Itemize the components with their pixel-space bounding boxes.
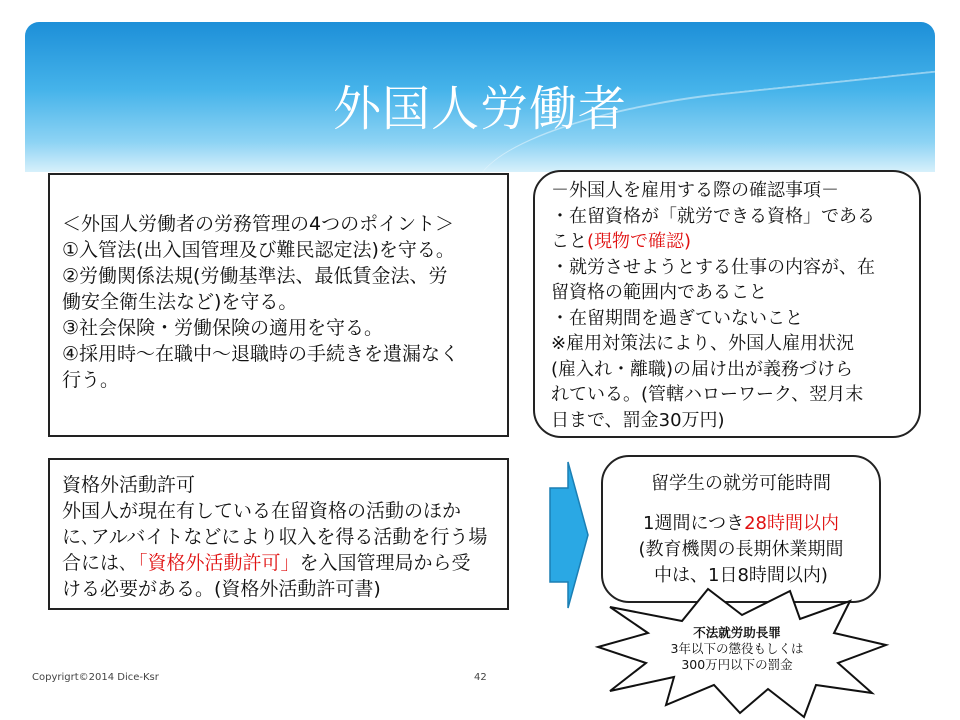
- student-work-hours-box: [601, 455, 881, 603]
- permit-text-line: に､アルバイトなどにより収入を得る活動を行う場: [62, 526, 488, 548]
- checklist-line: ・就労させようとする仕事の内容が、在: [551, 256, 875, 278]
- checklist-line: ※雇用対策法により、外国人雇用状況: [551, 333, 855, 354]
- checklist-line: ・在留期間を過ぎていないこと: [551, 307, 803, 329]
- point-line: 働安全衛生法など)を守る。: [62, 291, 298, 313]
- permit-text-post: を入国管理局から受: [299, 552, 471, 574]
- work-hours-heading: 留学生の就労可能時間: [651, 473, 831, 494]
- work-hours-line: 中は、1日8時間以内): [654, 565, 828, 586]
- checklist-line: [551, 229, 907, 255]
- work-hours-line: (教育機関の長期休業期間: [638, 539, 844, 560]
- permit-text-line: 外国人が現在有している在留資格の活動のほか: [62, 500, 462, 522]
- slide-title: 外国人労働者: [332, 81, 627, 137]
- hiring-checklist-box: [533, 170, 921, 438]
- work-hours-highlight: 28時間以内: [744, 513, 839, 534]
- penalty-line: 3年以下の懲役もしくは: [670, 641, 804, 656]
- activity-permit-box: [48, 458, 509, 610]
- point-line: 行う。: [62, 369, 120, 391]
- penalty-heading: 不法就労助長罪: [693, 625, 781, 640]
- right-arrow-icon: [548, 460, 590, 610]
- permit-text-line: [62, 550, 497, 576]
- checklist-line: 日まで、罰金30万円): [551, 409, 725, 431]
- checklist-line: れている。(管轄ハローワーク、翌月末: [551, 384, 864, 405]
- permit-highlight: 「資格外活動許可」: [128, 552, 300, 574]
- work-hours-line: [611, 511, 871, 537]
- points-heading: ＜外国人労働者の労務管理の4つのポイント＞: [62, 213, 455, 235]
- permit-text-pre: 合には､: [62, 552, 129, 574]
- point-line: ④採用時～在職中～退職時の手続きを遺漏なく: [62, 343, 460, 365]
- checklist-line: 留資格の範囲内であること: [551, 282, 767, 303]
- copyright-text: Copyrigrt©2014 Dice-Ksr: [32, 672, 159, 683]
- penalty-line: 300万円以下の罰金: [681, 657, 793, 672]
- checklist-highlight: (現物で確認): [587, 231, 692, 252]
- checklist-line: (雇入れ・離職)の届け出が義務づけら: [551, 358, 854, 380]
- permit-heading: 資格外活動許可: [62, 474, 196, 496]
- permit-text-line: ける必要がある。(資格外活動許可書): [62, 578, 381, 600]
- work-hours-pre: 1週間につき: [643, 513, 745, 534]
- point-line: ③社会保険・労働保険の適用を守る。: [62, 317, 384, 339]
- checklist-text-pre: こと: [551, 231, 587, 252]
- penalty-text: [667, 625, 807, 673]
- point-line: ②労働関係法規(労働基準法、最低賃金法、労: [62, 265, 448, 287]
- checklist-line: ・在留資格が「就労できる資格」である: [551, 205, 875, 227]
- point-line: ①入管法(出入国管理及び難民認定法)を守る。: [62, 239, 455, 261]
- labor-management-points-box: [48, 173, 509, 437]
- checklist-heading: －外国人を雇用する際の確認事項－: [551, 180, 839, 201]
- page-number: 42: [474, 672, 487, 683]
